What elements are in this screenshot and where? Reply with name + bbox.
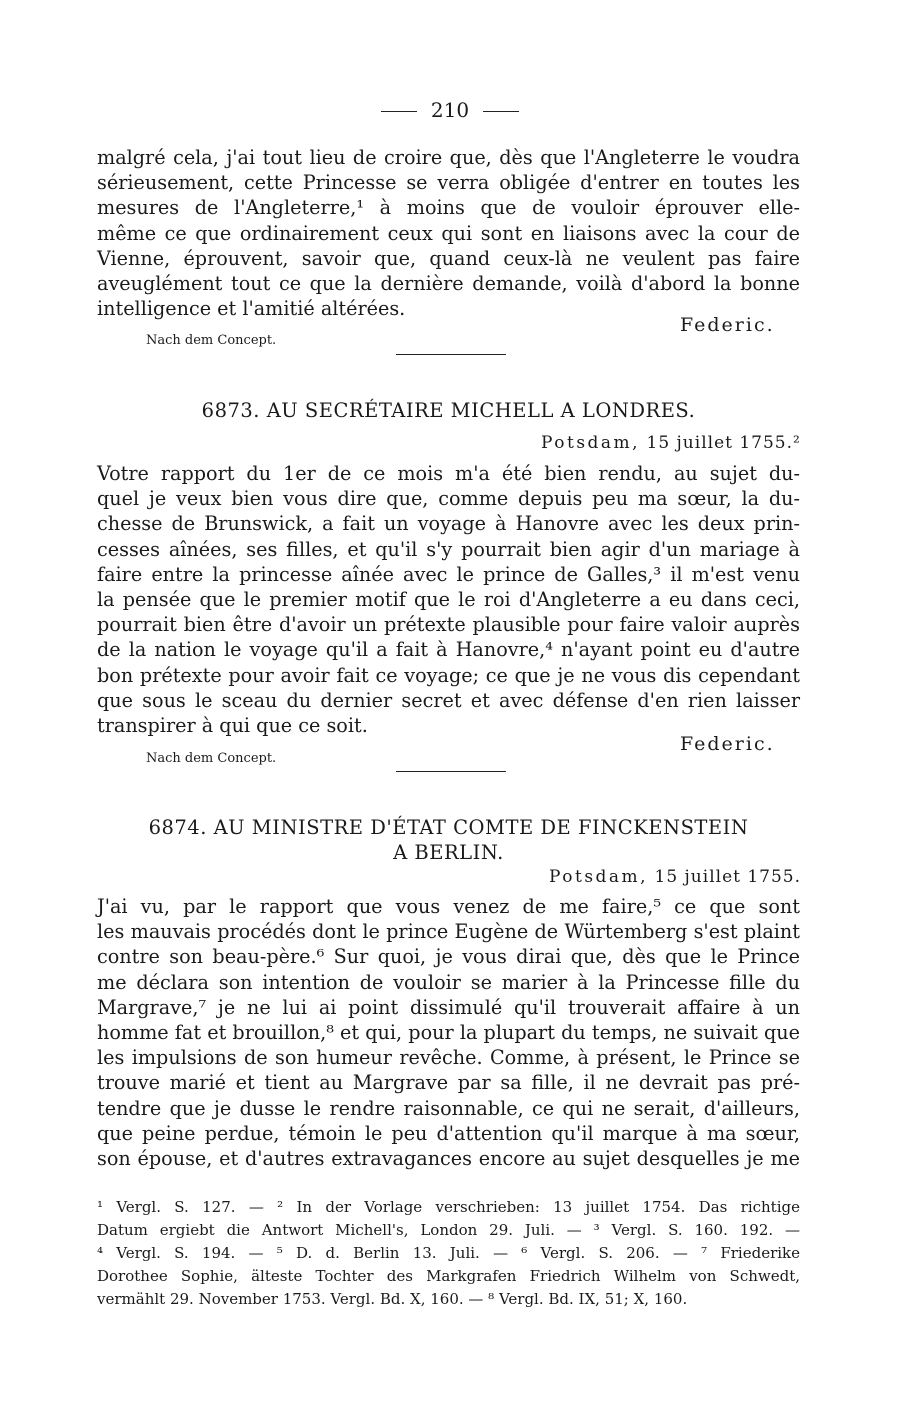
footnotes: [97, 1196, 800, 1311]
text-line: Margrave,⁷ je ne lui ai point dissimulé qu'il trouverait affaire à un: [97, 995, 800, 1019]
letter-body: [97, 461, 800, 738]
signature: Federic.: [680, 733, 775, 755]
text-line: faire entre la princesse aînée avec le prince de Galles,³ il m'est venu: [97, 562, 800, 586]
letter-heading-line: A BERLIN.: [393, 841, 504, 864]
text-line: aveuglément tout ce que la dernière demande, voilà d'abord la bonne: [97, 272, 800, 296]
footnote-line: Datum ergiebt die Antwort Michell's, London 29. Juli. — ³ Vergl. S. 160. 192. —: [97, 1221, 800, 1239]
text-line: transpirer à qui que ce soit.: [97, 714, 368, 738]
text-line: mesures de l'Angleterre,¹ à moins que de vouloir éprouver elle-: [97, 196, 800, 220]
text-line: la pensée que le premier motif que le roi d'Angleterre a eu dans ceci,: [97, 588, 800, 612]
text-line: intelligence et l'amitié altérées.: [97, 297, 406, 321]
text-line: bon prétexte pour avoir fait ce voyage; ce que je ne vous dis cependant: [97, 663, 800, 687]
dateline: [541, 433, 801, 453]
text-line: les impulsions de son humeur revêche. Comme, à présent, le Prince se: [97, 1046, 800, 1070]
text-line: homme fat et brouillon,⁸ et qui, pour la plupart du temps, ne suivait que: [97, 1021, 800, 1045]
page-number-right-dash: [483, 111, 519, 112]
text-line: Vienne, éprouvent, savoir que, quand ceux-là ne veulent pas faire: [97, 246, 800, 270]
page-number: 210: [0, 98, 900, 122]
text-line: cesses aînées, ses filles, et qu'il s'y pourrait bien agir d'un mariage à: [97, 537, 800, 561]
source-note: Nach dem Concept.: [146, 751, 277, 766]
text-line: de la nation le voyage qu'il a fait à Hanovre,⁴ n'ayant point eu d'autre: [97, 638, 800, 662]
letter-heading: [97, 815, 800, 865]
text-line: contre son beau-père.⁶ Sur quoi, je vous dirai que, dès que le Prince: [97, 945, 800, 969]
letter-heading-line: 6874. AU MINISTRE D'ÉTAT COMTE DE FINCKENSTEIN: [148, 816, 749, 839]
letter-heading: 6873. AU SECRÉTAIRE MICHELL A LONDRES.: [201, 399, 696, 422]
text-line: quel je veux bien vous dire que, comme depuis peu ma sœur, la du-: [97, 487, 800, 511]
dateline-place: Potsdam,: [541, 433, 641, 453]
letter-body: [97, 894, 800, 1171]
continuation-paragraph: [97, 145, 800, 321]
page-number-left-dash: [381, 111, 417, 112]
dateline: [549, 867, 801, 887]
text-line: que peine perdue, témoin le peu d'attention qu'il marque à ma sœur,: [97, 1121, 800, 1145]
footnote-line: ¹ Vergl. S. 127. — ² In der Vorlage verschrieben: 13 juillet 1754. Das richtige: [97, 1198, 800, 1216]
text-line: son épouse, et d'autres extravagances encore au sujet desquelles je me: [97, 1147, 800, 1171]
text-line: les mauvais procédés dont le prince Eugène de Würtemberg s'est plaint: [97, 920, 800, 944]
text-line: malgré cela, j'ai tout lieu de croire que, dès que l'Angleterre le voudra: [97, 146, 800, 169]
text-line: me déclara son intention de vouloir se marier à la Princesse fille du: [97, 970, 800, 994]
text-line: Votre rapport du 1er de ce mois m'a été bien rendu, au sujet du-: [97, 462, 800, 485]
dateline-place: Potsdam,: [549, 867, 649, 887]
footnote-line: vermählt 29. November 1753. Vergl. Bd. X, 160. — ⁸ Vergl. Bd. IX, 51; X, 160.: [97, 1290, 688, 1308]
text-line: tendre que je dusse le rendre raisonnable, ce qui ne serait, d'ailleurs,: [97, 1096, 800, 1120]
source-note: Nach dem Concept.: [146, 333, 277, 348]
text-line: sérieusement, cette Princesse se verra obligée d'entrer en toutes les: [97, 171, 800, 195]
text-line: J'ai vu, par le rapport que vous venez de me faire,⁵ ce que sont: [97, 895, 800, 918]
section-divider: [396, 771, 506, 772]
text-line: même ce que ordinairement ceux qui sont en liaisons avec la cour de: [97, 221, 800, 245]
dateline-date: 15 juillet 1755.: [654, 867, 802, 887]
text-line: pourrait bien être d'avoir un prétexte plausible pour faire valoir auprès: [97, 613, 800, 637]
footnote-line: Dorothee Sophie, älteste Tochter des Markgrafen Friedrich Wilhelm von Schwedt,: [97, 1267, 800, 1285]
signature: Federic.: [680, 314, 775, 336]
dateline-date: 15 juillet 1755.²: [646, 433, 801, 453]
section-divider: [396, 354, 506, 355]
text-line: chesse de Brunswick, a fait un voyage à Hanovre avec les deux prin-: [97, 512, 800, 536]
text-line: que sous le sceau du dernier secret et avec défense d'en rien laisser: [97, 688, 800, 712]
footnote-line: ⁴ Vergl. S. 194. — ⁵ D. d. Berlin 13. Juli. — ⁶ Vergl. S. 206. — ⁷ Friederike: [97, 1244, 800, 1262]
text-line: trouve marié et tient au Margrave par sa fille, il ne devrait pas pré-: [97, 1071, 800, 1095]
